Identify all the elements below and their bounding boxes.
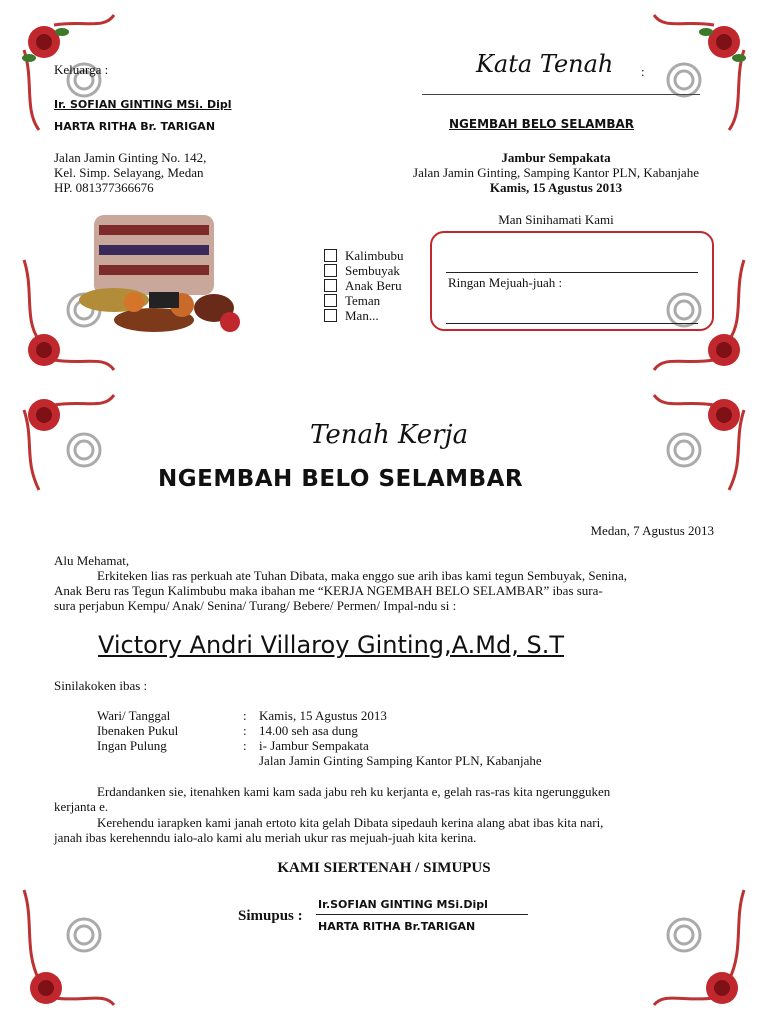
paragraph-1: sura perjabun Kempu/ Anak/ Senina/ Turang/ Bebere/ Permen/ Impal-ndu si :: [54, 598, 457, 613]
honoree-name: Victory Andri Villaroy Ginting,A.Md, S.T: [98, 631, 565, 659]
paragraph-2: kerjanta e.: [54, 799, 109, 814]
checkbox[interactable]: [324, 294, 337, 307]
host-address-line: Jalan Jamin Ginting No. 142,: [54, 150, 207, 165]
venue-address: Jalan Jamin Ginting, Samping Kantor PLN, Kabanjahe: [413, 165, 699, 180]
main-title: NGEMBAH BELO SELAMBAR: [158, 466, 524, 492]
host-name-1: Ir. SOFIAN GINTING MSi. Dipl: [54, 98, 232, 111]
recipient-checklist: [324, 247, 424, 323]
sinilakoken-label: Sinilakoken ibas :: [54, 678, 148, 693]
event-name: NGEMBAH BELO SELAMBAR: [449, 117, 635, 131]
paragraph-3: janah ibas kerehenndu ialo-alo kami alu meriah ukur ras mejuah-juah kita kerina.: [54, 830, 477, 845]
divider: [422, 94, 700, 95]
signatory-1: Ir.SOFIAN GINTING MSi.Dipl: [318, 898, 488, 911]
host-address-line: Kel. Simp. Selayang, Medan: [54, 165, 204, 180]
signatory-2: HARTA RITHA Br.TARIGAN: [318, 920, 476, 933]
rose-ornament-icon: [14, 880, 124, 1010]
kata-tenah-title: Kata Tenah: [476, 50, 614, 78]
paragraph-1: Erkiteken lias ras perkuah ate Tuhan Dibata, maka enggo sue arih ibas kami tegun Sembuyak, Senina,: [97, 568, 627, 583]
signature-divider: [316, 914, 528, 915]
checklist-item[interactable]: Kalimbubu: [324, 248, 424, 263]
address-box-label: Ringan Mejuah-juah :: [448, 275, 563, 290]
paragraph-1: Anak Beru ras Tegun Kalimbubu maka ibahan me “KERJA NGEMBAH BELO SELAMBAR” ibas sura-: [54, 583, 603, 598]
salutation: Alu Mehamat,: [54, 553, 130, 568]
kata-tenah-colon: :: [641, 64, 645, 79]
host-name-2: HARTA RITHA Br. TARIGAN: [54, 120, 216, 133]
rose-ornament-icon: [644, 390, 754, 500]
rose-ornament-icon: [644, 880, 754, 1010]
rose-ornament-icon: [644, 10, 754, 140]
address-line[interactable]: [446, 323, 698, 324]
paragraph-2: Erdandanken sie, itenahken kami kam sada jabu reh ku kerjanta e, gelah ras-ras kita ngerungguken: [97, 784, 611, 799]
place-date: Medan, 7 Agustus 2013: [590, 523, 714, 538]
checkbox[interactable]: [324, 249, 337, 262]
family-label: Keluarga :: [54, 62, 109, 77]
greeting: Man Sinihamati Kami: [498, 212, 614, 227]
detail-row: Ibenaken Pukul : 14.00 seh asa dung: [97, 723, 358, 738]
simupus-label: Simupus :: [238, 908, 303, 924]
address-line[interactable]: [446, 272, 698, 273]
checklist-item[interactable]: Sembuyak: [324, 263, 424, 278]
checkbox[interactable]: [324, 264, 337, 277]
checklist-item[interactable]: Anak Beru: [324, 278, 424, 293]
event-date: Kamis, 15 Agustus 2013: [489, 180, 623, 195]
checkbox[interactable]: [324, 309, 337, 322]
detail-row: Ingan Pulung : i- Jambur Sempakata: [97, 738, 369, 753]
event-details: [97, 708, 697, 768]
closing-heading: KAMI SIERTENAH / SIMUPUS: [277, 860, 491, 876]
tenah-kerja-title: Tenah Kerja: [310, 420, 469, 450]
gift-basket-image: [54, 210, 244, 340]
rose-ornament-icon: [14, 390, 124, 500]
checklist-item[interactable]: Man...: [324, 308, 424, 323]
checkbox[interactable]: [324, 279, 337, 292]
paragraph-3: Kerehendu iarapken kami janah ertoto kita gelah Dibata sipedauh kerina alang abat ibas kita nari,: [97, 815, 604, 830]
detail-row: Jalan Jamin Ginting Samping Kantor PLN, Kabanjahe: [259, 753, 542, 768]
host-phone: HP. 081377366676: [54, 180, 154, 195]
detail-row: Wari/ Tanggal : Kamis, 15 Agustus 2013: [97, 708, 387, 723]
venue-name: Jambur Sempakata: [501, 150, 611, 165]
checklist-item[interactable]: Teman: [324, 293, 424, 308]
